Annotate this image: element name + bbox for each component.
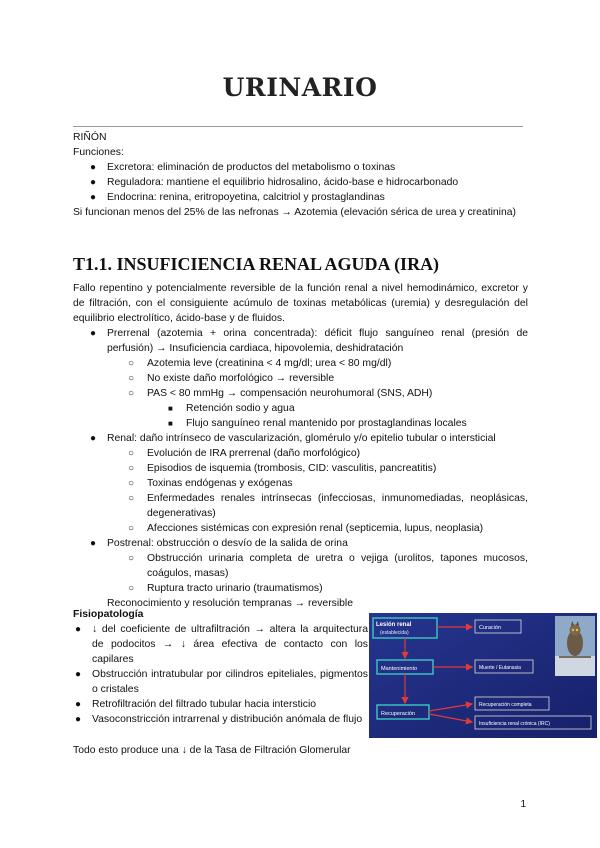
circle-bullet-icon: ○ [128, 373, 135, 384]
section-title: T1.1. INSUFICIENCIA RENAL AGUDA (IRA) [73, 254, 440, 274]
node-cure-label: Curación [479, 625, 502, 631]
diagram-svg [369, 613, 597, 738]
bullet-icon: ● [90, 433, 97, 444]
bullet-icon: ● [75, 714, 82, 725]
list-item: ■ Flujo sanguíneo renal mantenido por prostaglandinas locales [168, 418, 467, 429]
node-repair-label: Recuperación [381, 711, 415, 717]
list-item: ○ PAS < 80 mmHg → compensación neurohumoral (SNS, ADH) [128, 388, 433, 399]
node-maintenance-label: Mantenimiento [381, 666, 418, 672]
bullet-icon: ● [90, 538, 97, 549]
ira-types-list [73, 326, 528, 611]
list-item-renal: ● Renal: daño intrínseco de vascularización, glomérulo y/o epitelio tubular o intersticial [90, 433, 496, 444]
list-item: ● Excretora: eliminación de productos del metabolismo o toxinas [90, 162, 396, 173]
ira-evolution-diagram [369, 613, 597, 738]
ira-block [73, 281, 528, 611]
owl-photo [555, 616, 595, 676]
node-death-label: Muerte / Eutanasia [479, 665, 521, 671]
functions-label: Funciones: [73, 147, 124, 158]
page-number: 1 [520, 799, 526, 810]
node-start-sublabel: (establecida) [380, 630, 409, 636]
circle-bullet-icon: ○ [128, 388, 135, 399]
functions-list [73, 160, 528, 205]
bullet-icon: ● [90, 192, 97, 203]
azotemia-note: Si funcionan menos del 25% de las nefronas → Azotemia (elevación sérica de urea y creatinina) [73, 207, 517, 218]
page-title: URINARIO [222, 73, 378, 102]
list-item: ● Obstrucción intratubular por cilindros epiteliales, pigmentos o cristales [75, 669, 368, 695]
fisiopatologia-list [73, 622, 368, 727]
circle-bullet-icon: ○ [128, 583, 135, 594]
list-item: ● Reguladora: mantiene el equilibrio hidrosalino, ácido-base e hidrocarbonado [90, 177, 459, 188]
list-item: ● Vasoconstricción intrarrenal y distribución anómala de flujo [75, 714, 363, 725]
square-bullet-icon: ■ [168, 419, 173, 428]
circle-bullet-icon: ○ [128, 463, 135, 474]
list-item: ● Endocrina: renina, eritropoyetina, calcitriol y prostaglandinas [90, 192, 385, 203]
circle-bullet-icon: ○ [128, 358, 135, 369]
bullet-icon: ● [90, 162, 97, 173]
bullet-icon: ● [75, 669, 82, 680]
node-chronic-label: Insuficiencia renal crónica (IRC) [479, 721, 550, 727]
list-item: ○ Evolución de IRA prerrenal (daño morfológico) [128, 448, 361, 459]
circle-bullet-icon: ○ [128, 448, 135, 459]
list-item-prerrenal: ● Prerrenal (azotemia + orina concentrada): déficit flujo sanguíneo renal (presión de perfusión) → Insuficiencia cardiaca, hipovolemia, deshidratación [90, 328, 528, 354]
list-item: ○ Azotemia leve (creatinina < 4 mg/dl; urea < 80 mg/dl) [128, 358, 392, 369]
circle-bullet-icon: ○ [128, 493, 135, 504]
circle-bullet-icon: ○ [128, 523, 135, 534]
square-bullet-icon: ■ [168, 404, 173, 413]
list-item-postrenal: ● Postrenal: obstrucción o desvío de la salida de orina [90, 538, 348, 549]
list-item: ● Retrofiltración del filtrado tubular hacia intersticio [75, 699, 317, 710]
list-item: ■ Retención sodio y agua [168, 403, 295, 414]
intro-block [73, 130, 528, 220]
list-item: ○ Ruptura tracto urinario (traumatismos) [128, 583, 323, 594]
list-item: ● ↓ del coeficiente de ultrafiltración → altera la arquitectura de podocitos → ↓ área efectiva de contacto con los capilares [75, 624, 368, 665]
node-start-label: Lesión renal [376, 622, 412, 628]
bullet-icon: ● [90, 328, 97, 339]
bullet-icon: ● [75, 699, 82, 710]
node-complete-recovery-label: Recuperación completa [479, 702, 532, 708]
bullet-icon: ● [75, 624, 82, 635]
list-item: ○ Enfermedades renales intrínsecas (infecciosas, inmunomediadas, neoplásicas, degenerativas) [128, 493, 528, 519]
circle-bullet-icon: ○ [128, 553, 135, 564]
fisiopatologia-heading: Fisiopatología [73, 609, 144, 620]
title-divider [73, 126, 523, 127]
ira-definition: Fallo repentino y potencialmente reversible de la función renal a nivel hemodinámico, excretor y de filtración, con el consiguiente acúmulo de toxinas metabólicas (uremia) y desregulación del equilibrio electrolítico, ácido-base y de fluidos. [73, 283, 528, 324]
list-item: ○ Episodios de isquemia (trombosis, CID: vasculitis, pancreatitis) [128, 463, 437, 474]
list-item: ○ Toxinas endógenas y exógenas [128, 478, 293, 489]
list-item: ○ No existe daño morfológico → reversible [128, 373, 335, 384]
organ-heading: RIÑÓN [73, 132, 107, 143]
bullet-icon: ● [90, 177, 97, 188]
list-item: ○ Obstrucción urinaria completa de uretra o vejiga (urolitos, tapones mucosos, coágulos, masas) [128, 553, 528, 579]
fisiopatologia-block [73, 607, 368, 727]
list-item: ○ Afecciones sistémicas con expresión renal (septicemia, lupus, neoplasia) [128, 523, 484, 534]
postrenal-note: Reconocimiento y resolución tempranas → reversible [107, 598, 354, 609]
fisiopatologia-conclusion: Todo esto produce una ↓ de la Tasa de Filtración Glomerular [73, 745, 351, 756]
circle-bullet-icon: ○ [128, 478, 135, 489]
